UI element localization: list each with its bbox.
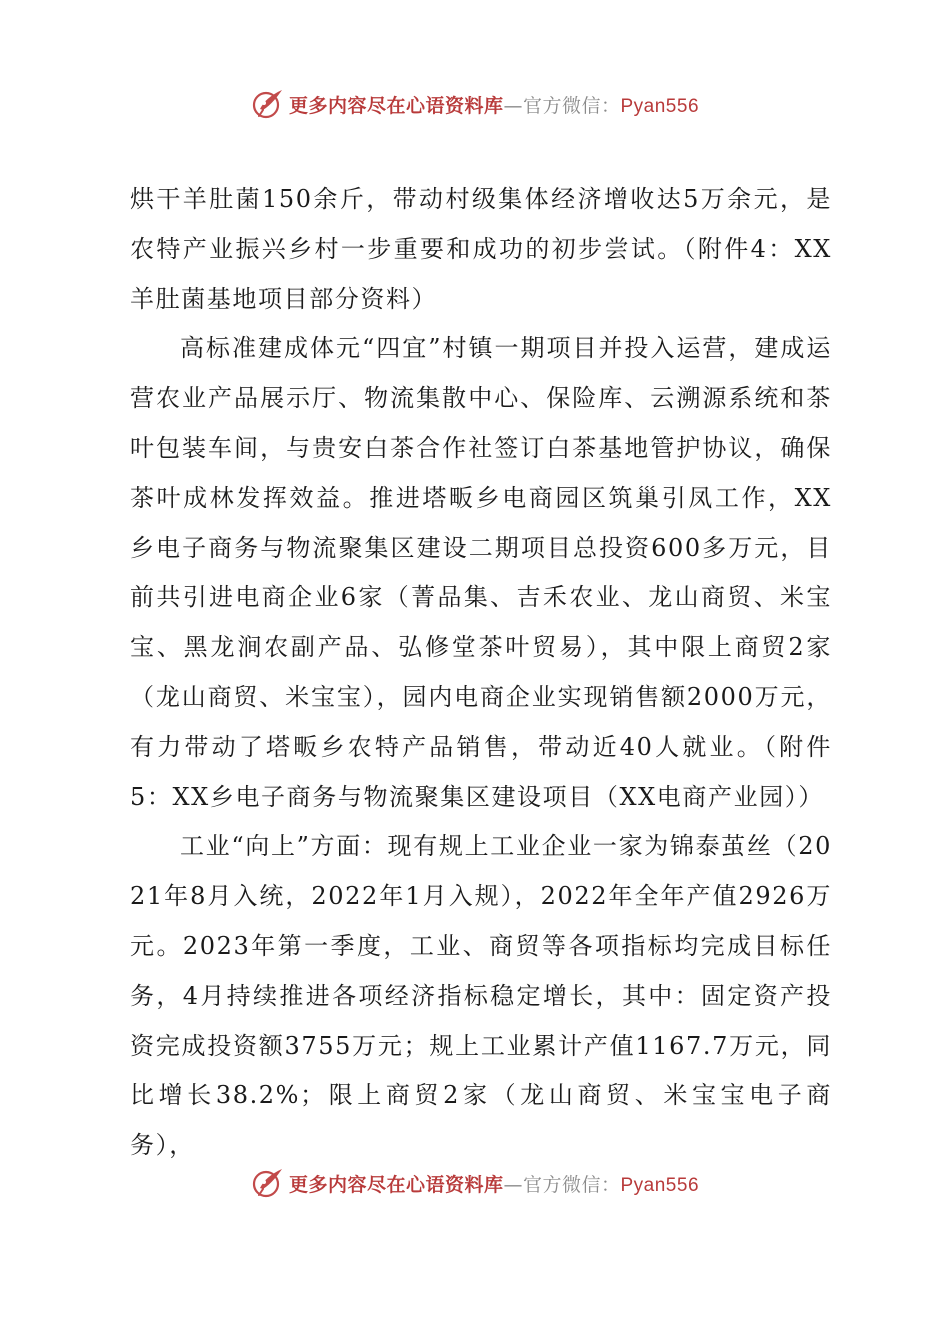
footer-wechat-label: 官方微信： xyxy=(522,1173,621,1196)
header-wechat-id: Pyan556 xyxy=(620,95,700,117)
footer-wechat-id: Pyan556 xyxy=(620,1174,700,1196)
header-banner xyxy=(0,84,950,124)
header-brand-text: 更多内容尽在心语资料库 xyxy=(288,94,504,117)
quill-pen-logo-icon xyxy=(251,87,285,121)
footer-banner xyxy=(0,1163,950,1203)
header-dash: — xyxy=(503,94,523,117)
footer-dash: — xyxy=(503,1173,523,1196)
footer-banner-text xyxy=(289,1170,699,1197)
header-wechat-label: 官方微信： xyxy=(522,94,621,117)
paragraph-2: 高标准建成体元“四宜”村镇一期项目并投入运营，建成运营农业产品展示厅、物流集散中心、保险库、云溯源系统和茶叶包装车间，与贵安白茶合作社签订白茶基地管护协议，确保茶叶成林发挥效益。推进塔畈乡电商园区筑巢引凤工作，XX乡电子商务与物流聚集区建设二期项目总投资600多万元，目前共引进电商企业6家（菁品集、吉禾农业、龙山商贸、米宝宝、黑龙涧农副产品、弘修堂茶叶贸易），其中限上商贸2家（龙山商贸、米宝宝），园内电商企业实现销售额2000万元，有力带动了塔畈乡农特产品销售，带动近40人就业。（附件5：XX乡电子商务与物流聚集区建设项目（XX电商产业园）） xyxy=(130,334,832,811)
quill-pen-logo-icon xyxy=(251,1166,285,1200)
footer-brand-text: 更多内容尽在心语资料库 xyxy=(288,1173,504,1196)
paragraph-3: 工业“向上”方面：现有规上工业企业一家为锦泰茧丝（2021年8月入统，2022年1月入规），2022年全年产值2926万元。2023年第一季度，工业、商贸等各项指标均完成目标任务，4月持续推进各项经济指标稳定增长，其中：固定资产投资完成投资额3755万元；规上工业累计产值1167.7万元，同比增长38.2%；限上商贸2家（龙山商贸、米宝宝电子商务）， xyxy=(130,832,832,1160)
paragraph-1: 烘干羊肚菌150余斤，带动村级集体经济增收达5万余元，是农特产业振兴乡村一步重要和成功的初步尝试。（附件4：XX羊肚菌基地项目部分资料） xyxy=(130,185,832,313)
header-banner-text xyxy=(289,91,699,118)
document-body xyxy=(130,175,832,1171)
